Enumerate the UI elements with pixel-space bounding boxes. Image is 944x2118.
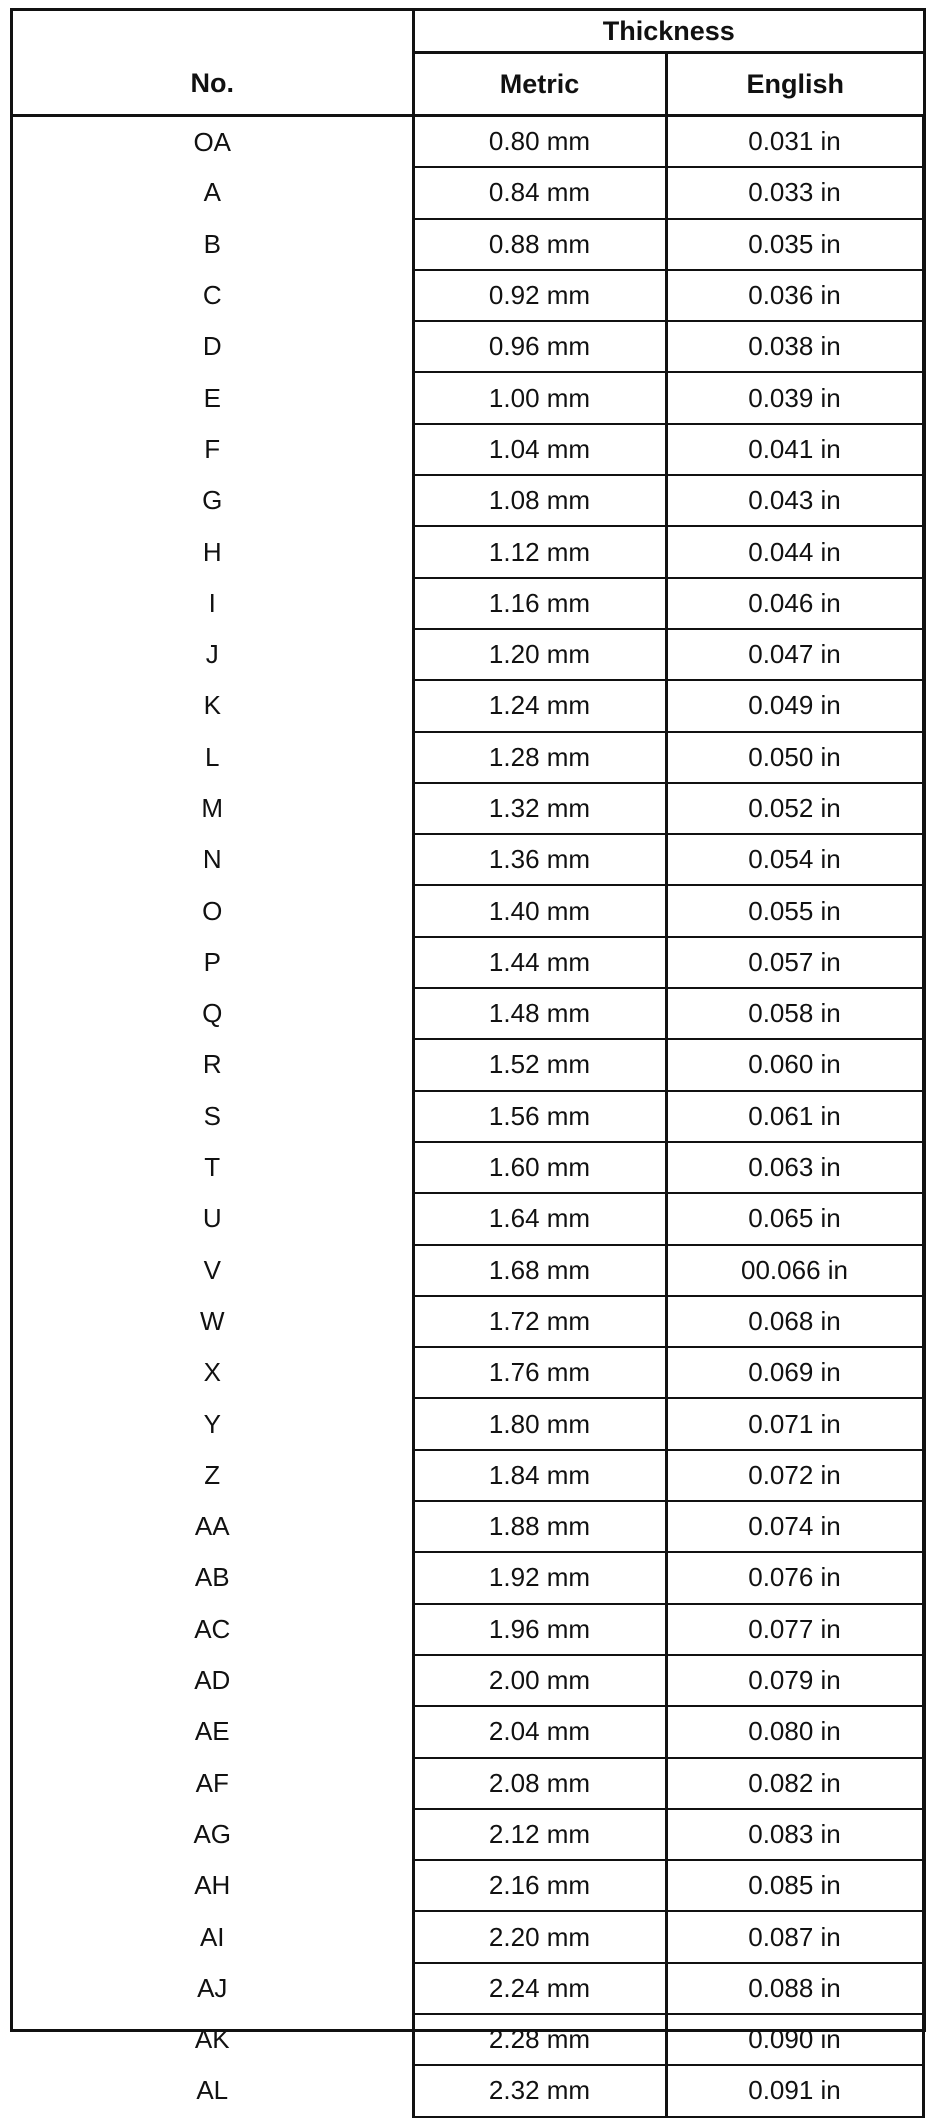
- table-row: [13, 1347, 923, 1398]
- metric-cell: 1.48 mm: [413, 988, 666, 1039]
- no-cell: AD: [194, 1665, 231, 1696]
- english-cell: 0.038 in: [666, 321, 923, 372]
- no-cell: Q: [202, 998, 223, 1029]
- table-row: [13, 475, 923, 526]
- english-cell: 0.047 in: [666, 629, 923, 680]
- english-cell: 0.039 in: [666, 372, 923, 423]
- table-row: [13, 2065, 923, 2116]
- no-cell: W: [199, 1305, 225, 1336]
- table-row: [13, 783, 923, 834]
- english-cell: 0.076 in: [666, 1552, 923, 1603]
- table-row: [13, 1142, 923, 1193]
- english-cell: 0.055 in: [666, 885, 923, 936]
- table-row: [13, 167, 923, 218]
- table-row: [13, 885, 923, 936]
- no-cell: B: [203, 228, 221, 259]
- english-cell: 0.041 in: [666, 424, 923, 475]
- english-cell: 0.049 in: [666, 680, 923, 731]
- no-cell: R: [202, 1049, 222, 1080]
- english-cell: 0.080 in: [666, 1706, 923, 1757]
- no-cell: X: [203, 1357, 221, 1388]
- no-cell: E: [203, 382, 221, 413]
- english-cell: 0.083 in: [666, 1809, 923, 1860]
- no-cell: OA: [193, 126, 232, 157]
- table-row: [13, 424, 923, 475]
- table-row: [13, 1450, 923, 1501]
- no-cell: L: [205, 741, 220, 772]
- metric-cell: 1.60 mm: [413, 1142, 666, 1193]
- english-cell: 0.065 in: [666, 1193, 923, 1244]
- metric-cell: 0.80 mm: [413, 116, 666, 168]
- english-cell: 0.033 in: [666, 167, 923, 218]
- no-cell: AH: [194, 1870, 231, 1901]
- english-cell: 0.050 in: [666, 732, 923, 783]
- english-cell: 0.044 in: [666, 526, 923, 577]
- no-cell: AL: [196, 2075, 229, 2106]
- metric-cell: 1.68 mm: [413, 1245, 666, 1296]
- english-cell: 0.052 in: [666, 783, 923, 834]
- metric-cell: 1.08 mm: [413, 475, 666, 526]
- table-row: [13, 1039, 923, 1090]
- english-cell: 0.060 in: [666, 1039, 923, 1090]
- table-row: [13, 1193, 923, 1244]
- table-row: [13, 1296, 923, 1347]
- metric-cell: 1.84 mm: [413, 1450, 666, 1501]
- no-cell: U: [202, 1203, 222, 1234]
- table-row: [13, 270, 923, 321]
- thickness-table: [13, 11, 925, 2118]
- no-cell: AA: [194, 1511, 230, 1542]
- table-row: [13, 578, 923, 629]
- english-cell: 0.046 in: [666, 578, 923, 629]
- header-thickness: Thickness: [413, 11, 923, 53]
- table-row: [13, 1501, 923, 1552]
- no-cell: N: [202, 844, 222, 875]
- table-row: [13, 321, 923, 372]
- table-row: [13, 629, 923, 680]
- metric-cell: 1.72 mm: [413, 1296, 666, 1347]
- table-row: [13, 1655, 923, 1706]
- no-cell: AI: [199, 1921, 225, 1952]
- no-cell: K: [203, 690, 221, 721]
- no-cell: J: [205, 639, 219, 670]
- table-row: [13, 680, 923, 731]
- english-cell: 0.061 in: [666, 1091, 923, 1142]
- no-cell: V: [203, 1254, 221, 1285]
- metric-cell: 1.40 mm: [413, 885, 666, 936]
- no-cell: C: [202, 280, 222, 311]
- no-cell: T: [204, 1152, 221, 1183]
- table-body: [13, 116, 923, 2117]
- metric-cell: 2.04 mm: [413, 1706, 666, 1757]
- table-row: [13, 1398, 923, 1449]
- no-cell: S: [203, 1100, 221, 1131]
- english-cell: 0.057 in: [666, 937, 923, 988]
- metric-cell: 1.24 mm: [413, 680, 666, 731]
- metric-cell: 0.88 mm: [413, 219, 666, 270]
- table-row: [13, 526, 923, 577]
- metric-cell: 1.32 mm: [413, 783, 666, 834]
- english-cell: 0.068 in: [666, 1296, 923, 1347]
- no-cell: O: [202, 895, 223, 926]
- no-cell: AF: [195, 1767, 229, 1798]
- table-row: [13, 732, 923, 783]
- table-row: [13, 1963, 923, 2014]
- english-cell: 0.088 in: [666, 1963, 923, 2014]
- header-blank: [13, 11, 413, 53]
- english-cell: 0.079 in: [666, 1655, 923, 1706]
- header-metric: Metric: [413, 53, 666, 116]
- metric-cell: 2.32 mm: [413, 2065, 666, 2116]
- english-cell: 0.085 in: [666, 1860, 923, 1911]
- metric-cell: 1.88 mm: [413, 1501, 666, 1552]
- metric-cell: 0.84 mm: [413, 167, 666, 218]
- metric-cell: 1.28 mm: [413, 732, 666, 783]
- table-row: [13, 1706, 923, 1757]
- no-cell: AB: [194, 1562, 230, 1593]
- table-row: [13, 1758, 923, 1809]
- english-cell: 0.069 in: [666, 1347, 923, 1398]
- english-cell: 0.036 in: [666, 270, 923, 321]
- header-no: No.: [13, 53, 413, 116]
- table-row: [13, 2014, 923, 2065]
- metric-cell: 2.24 mm: [413, 1963, 666, 2014]
- metric-cell: 1.16 mm: [413, 578, 666, 629]
- no-cell: Z: [204, 1459, 221, 1490]
- no-cell: M: [201, 793, 224, 823]
- no-cell: AJ: [197, 1972, 228, 2003]
- metric-cell: 2.00 mm: [413, 1655, 666, 1706]
- no-cell: P: [203, 946, 221, 977]
- english-cell: 0.090 in: [666, 2014, 923, 2065]
- table-row: [13, 834, 923, 885]
- english-cell: 0.091 in: [666, 2065, 923, 2116]
- metric-cell: 1.36 mm: [413, 834, 666, 885]
- table-header: [13, 11, 923, 116]
- table-row: [13, 219, 923, 270]
- metric-cell: 0.92 mm: [413, 270, 666, 321]
- metric-cell: 1.04 mm: [413, 424, 666, 475]
- metric-cell: 2.12 mm: [413, 1809, 666, 1860]
- table-row: [13, 988, 923, 1039]
- metric-cell: 1.76 mm: [413, 1347, 666, 1398]
- metric-cell: 2.08 mm: [413, 1758, 666, 1809]
- metric-cell: 2.20 mm: [413, 1911, 666, 1962]
- metric-cell: 1.12 mm: [413, 526, 666, 577]
- metric-cell: 1.80 mm: [413, 1398, 666, 1449]
- table-row: [13, 1911, 923, 1962]
- no-cell: I: [208, 587, 216, 618]
- english-cell: 0.071 in: [666, 1398, 923, 1449]
- no-cell: F: [204, 433, 221, 464]
- english-cell: 00.066 in: [666, 1245, 923, 1296]
- metric-cell: 2.28 mm: [413, 2014, 666, 2065]
- metric-cell: 1.92 mm: [413, 1552, 666, 1603]
- metric-cell: 1.64 mm: [413, 1193, 666, 1244]
- no-cell: AE: [194, 1716, 230, 1747]
- metric-cell: 1.00 mm: [413, 372, 666, 423]
- table-row: [13, 1552, 923, 1603]
- table-row: [13, 937, 923, 988]
- english-cell: 0.074 in: [666, 1501, 923, 1552]
- english-cell: 0.054 in: [666, 834, 923, 885]
- table-row: [13, 1809, 923, 1860]
- no-cell: A: [203, 177, 221, 208]
- metric-cell: 0.96 mm: [413, 321, 666, 372]
- english-cell: 0.072 in: [666, 1450, 923, 1501]
- metric-cell: 2.16 mm: [413, 1860, 666, 1911]
- metric-cell: 1.96 mm: [413, 1604, 666, 1655]
- english-cell: 0.082 in: [666, 1758, 923, 1809]
- no-cell: AG: [193, 1818, 232, 1849]
- table-row: [13, 372, 923, 423]
- english-cell: 0.077 in: [666, 1604, 923, 1655]
- no-cell: H: [202, 536, 222, 567]
- table-row: [13, 1860, 923, 1911]
- metric-cell: 1.56 mm: [413, 1091, 666, 1142]
- english-cell: 0.031 in: [666, 116, 923, 168]
- table-row: [13, 1604, 923, 1655]
- table-row: [13, 1091, 923, 1142]
- english-cell: 0.087 in: [666, 1911, 923, 1962]
- metric-cell: 1.44 mm: [413, 937, 666, 988]
- no-cell: G: [202, 485, 223, 516]
- english-cell: 0.058 in: [666, 988, 923, 1039]
- table-row: [13, 116, 923, 168]
- no-cell: AC: [194, 1613, 231, 1644]
- no-cell: Y: [203, 1408, 221, 1439]
- no-cell: AK: [194, 2024, 230, 2055]
- header-english: English: [666, 53, 923, 116]
- table-row: [13, 1245, 923, 1296]
- metric-cell: 1.52 mm: [413, 1039, 666, 1090]
- metric-cell: 1.20 mm: [413, 629, 666, 680]
- english-cell: 0.035 in: [666, 219, 923, 270]
- english-cell: 0.043 in: [666, 475, 923, 526]
- english-cell: 0.063 in: [666, 1142, 923, 1193]
- no-cell: D: [202, 331, 222, 362]
